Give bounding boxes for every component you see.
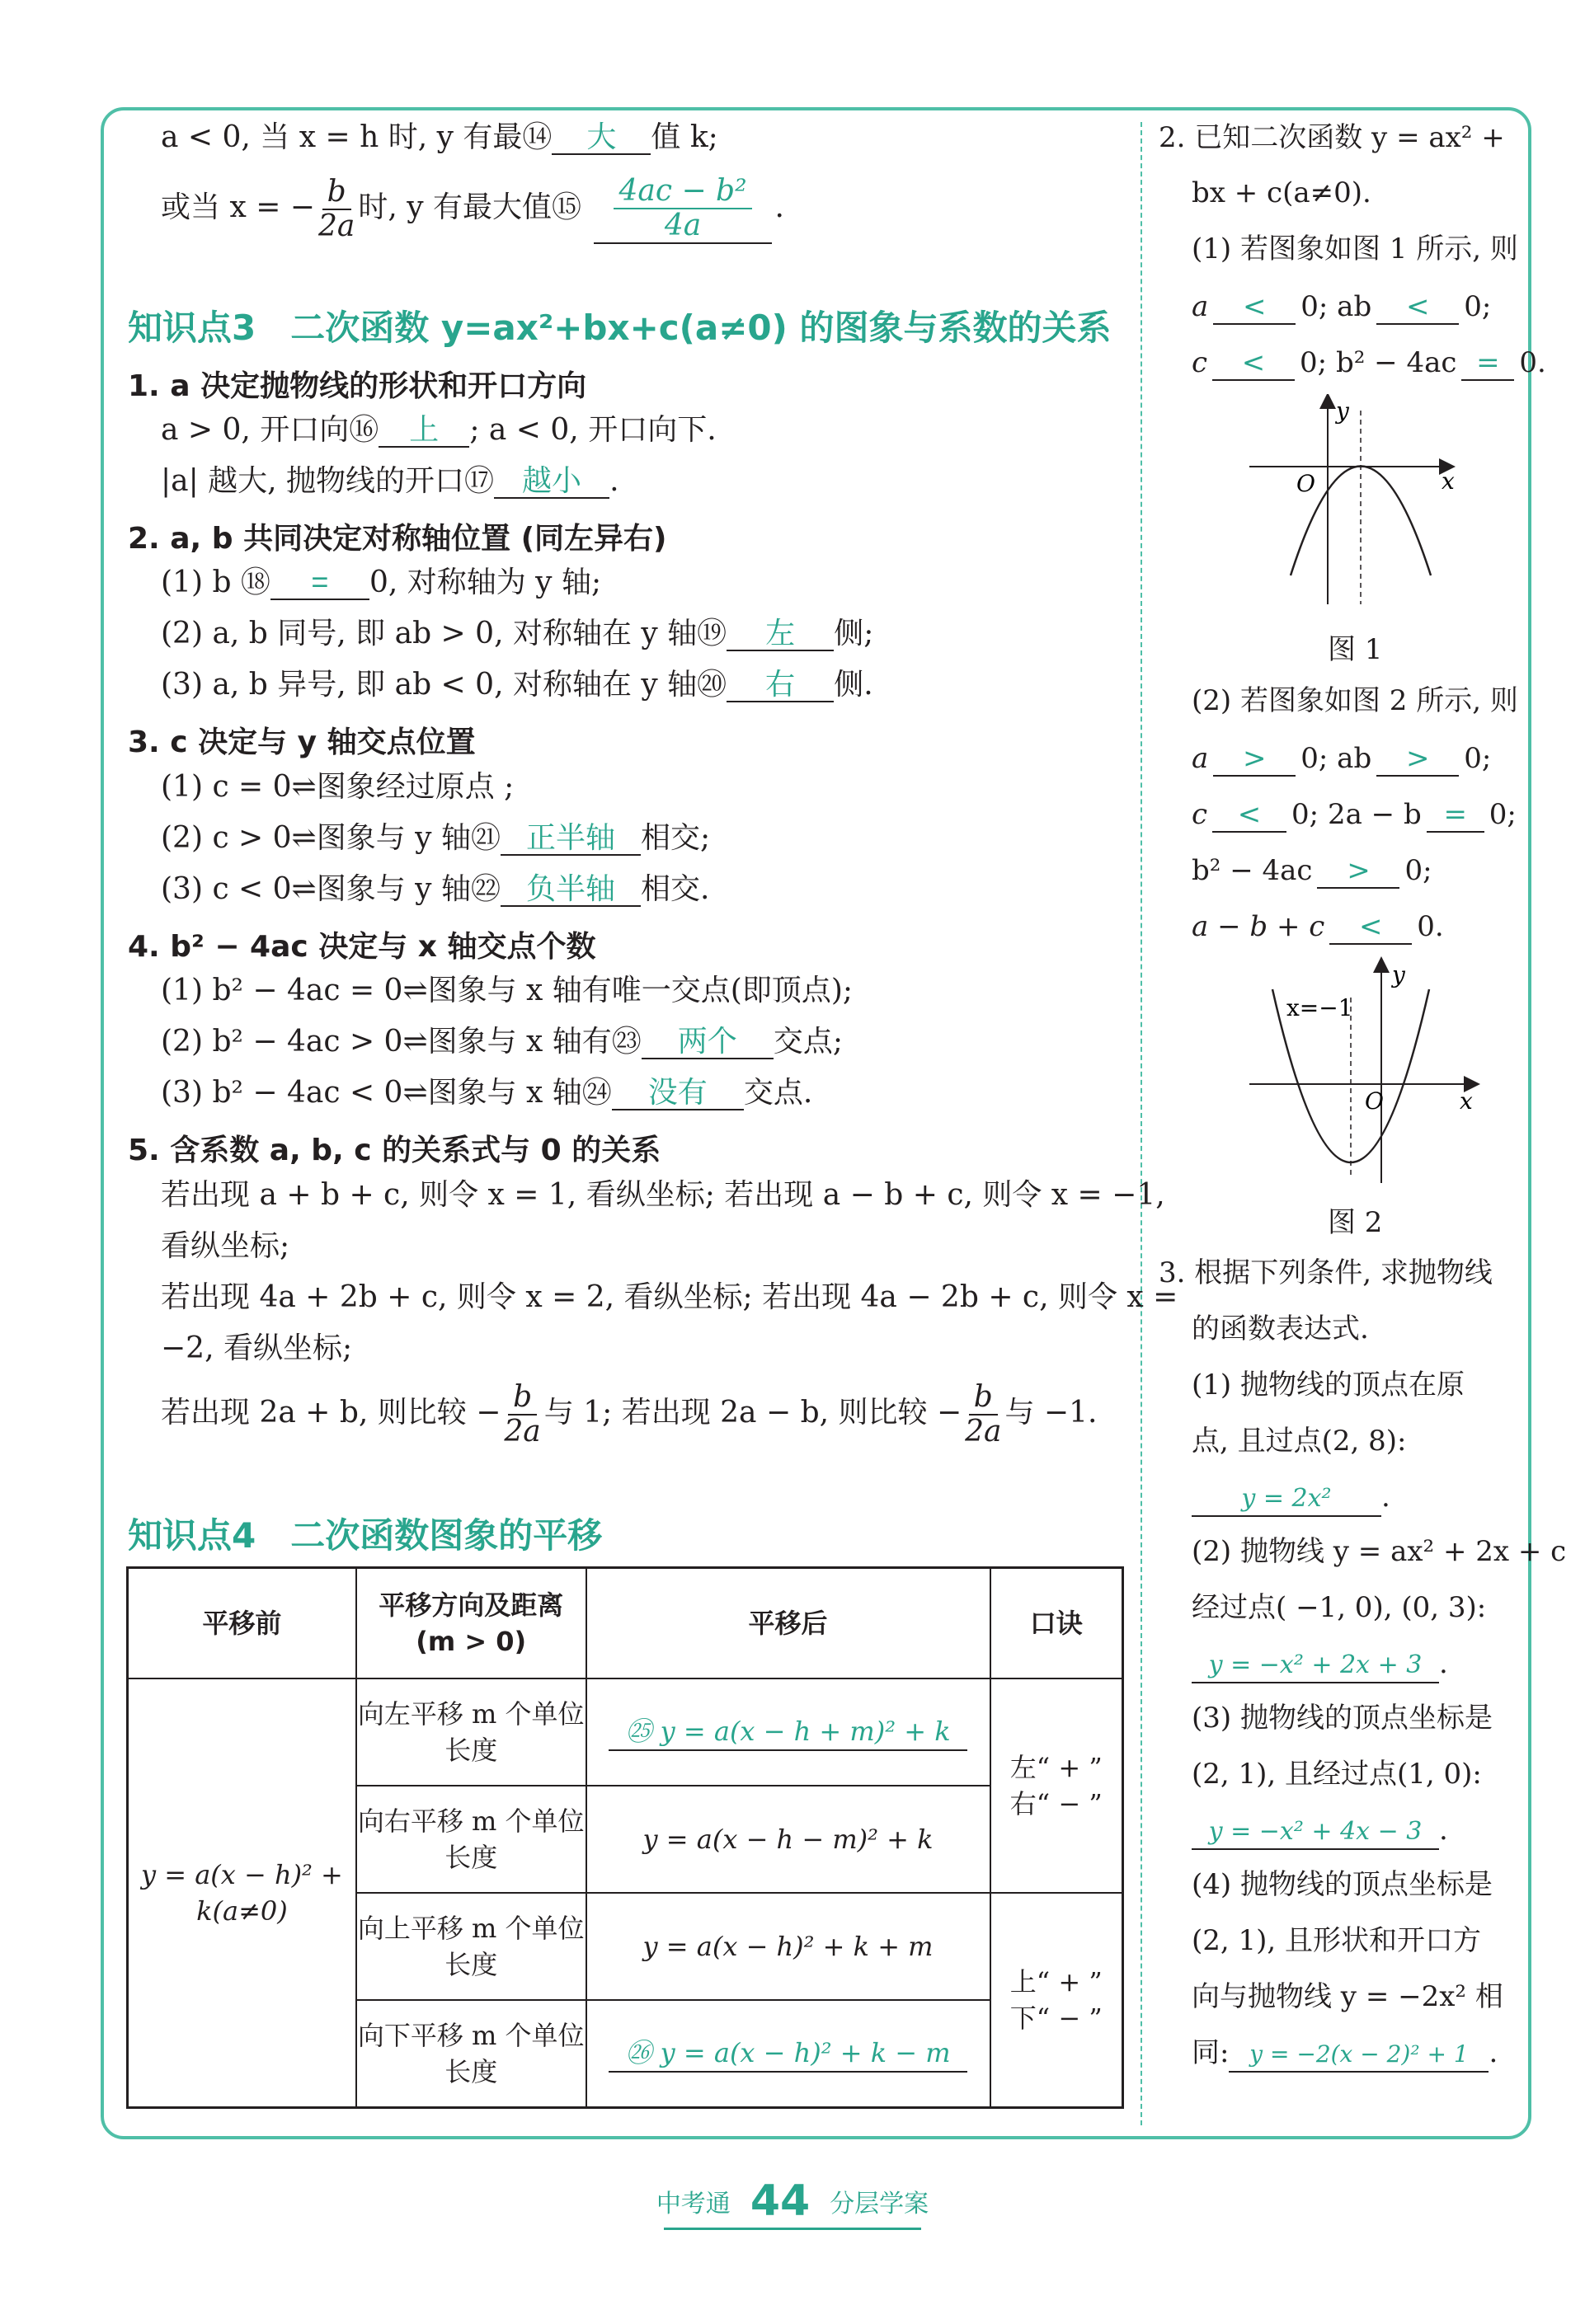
answer-denominator: 4a — [664, 209, 702, 242]
text: . — [609, 464, 619, 498]
line-max-value — [161, 120, 718, 156]
denominator: 2a — [317, 209, 355, 243]
numerator: b — [508, 1381, 537, 1416]
answer-19: 左 — [727, 617, 834, 651]
text: 值 k; — [651, 120, 718, 154]
origin-label: O — [1365, 1087, 1384, 1115]
subhead-2: 2. a, b 共同决定对称轴位置 (同左异右) — [128, 522, 667, 556]
text: 0; — [1404, 854, 1432, 887]
footer-brand: 中考通 — [656, 2190, 731, 2218]
text: 若出现 2a + b, 则比较 − — [161, 1396, 501, 1430]
text: . — [774, 190, 784, 224]
text: 同: — [1192, 2036, 1230, 2069]
cell-rule-horizontal — [990, 1678, 1123, 1893]
text: 侧; — [834, 617, 874, 650]
figure-2-graph — [1237, 956, 1484, 1191]
text: (3) c < 0⇌图象与 y 轴㉒ — [161, 872, 501, 906]
q3-line: (2) 抛物线 y = ax² + 2x + c — [1192, 1535, 1567, 1568]
answer-14: 大 — [552, 120, 651, 155]
text: 或当 x = − — [161, 190, 315, 224]
paragraph-line: −2, 看纵坐标; — [161, 1331, 353, 1365]
text: 0. — [1417, 910, 1444, 943]
symmetry-label: x=−1 — [1286, 994, 1353, 1021]
denominator: 2a — [504, 1415, 541, 1448]
text: a — [1192, 742, 1209, 775]
line — [161, 412, 717, 448]
answer-16: 上 — [379, 413, 469, 448]
q2-line — [1192, 289, 1491, 325]
text: 0. — [1519, 346, 1546, 379]
q3-answer-line: y = −x² + 2x + 3 . — [1192, 1646, 1448, 1683]
cell-direction: 向左平移 m 个单位长度 — [356, 1678, 586, 1786]
denominator: 2a — [965, 1415, 1002, 1448]
text: c — [1192, 798, 1208, 831]
footer-subtitle: 分层学案 — [830, 2190, 929, 2218]
answer-q3-4: y = −2(x − 2)² + 1 — [1229, 2038, 1489, 2073]
text: (2) a, b 同号, 即 ab > 0, 对称轴在 y 轴⑲ — [161, 617, 727, 650]
line — [161, 463, 619, 500]
answer-24: 没有 — [612, 1076, 744, 1110]
rule-right: 右“ − ” — [1009, 1788, 1103, 1819]
answer: < — [1376, 290, 1459, 325]
line — [161, 667, 873, 703]
q2-line — [1192, 796, 1517, 833]
text: 相交; — [640, 821, 711, 855]
text: 交点. — [743, 1076, 813, 1110]
q2-line — [1192, 740, 1491, 777]
text: a − b + c — [1192, 910, 1325, 943]
text: b² − 4ac — [1192, 854, 1313, 887]
q2-line — [1192, 908, 1444, 945]
text: 0; 2a − b — [1291, 798, 1422, 831]
cell-after: y = a(x − h)² + k + m — [586, 1893, 990, 2000]
q3-line: (1) 抛物线的顶点在原 — [1192, 1369, 1465, 1401]
text: (2) c > 0⇌图象与 y 轴㉑ — [161, 821, 501, 855]
text: ; a < 0, 开口向下. — [469, 413, 717, 447]
paragraph-line: 若出现 a + b + c, 则令 x = 1, 看纵坐标; 若出现 a − b + c, 则令 x = −1, — [161, 1178, 1165, 1212]
figure-1-graph — [1237, 394, 1468, 617]
answer-q3-2: y = −x² + 2x + 3 — [1192, 1649, 1439, 1683]
q3-answer-line: 同: y = −2(x − 2)² + 1 . — [1192, 2035, 1498, 2073]
text: 交点; — [773, 1025, 843, 1059]
cell-direction: 向上平移 m 个单位长度 — [356, 1893, 586, 2000]
cell-direction: 向右平移 m 个单位长度 — [356, 1786, 586, 1893]
answer-22: 负半轴 — [501, 872, 641, 907]
header-after: 平移后 — [586, 1568, 990, 1679]
subhead-4: 4. b² − 4ac 决定与 x 轴交点个数 — [128, 930, 596, 964]
text: 时, y 有最大值⑮ — [358, 190, 582, 224]
answer: < — [1212, 798, 1286, 833]
answer-q3-1: y = 2x² — [1192, 1482, 1381, 1517]
line — [161, 565, 601, 601]
footer-rule — [664, 2228, 921, 2230]
answer: = — [1461, 346, 1514, 381]
line-max-value-2 — [161, 175, 784, 244]
figure-2-caption: 图 2 — [1328, 1206, 1383, 1239]
q2-line — [1192, 852, 1432, 889]
q3-line: 3. 根据下列条件, 求抛物线 — [1159, 1256, 1493, 1289]
paragraph-line: 若出现 4a + 2b + c, 则令 x = 2, 看纵坐标; 若出现 4a − 2b + c, 则令 x = — [161, 1280, 1178, 1314]
subhead-5: 5. 含系数 a, b, c 的关系式与 0 的关系 — [128, 1134, 661, 1167]
answer: > — [1213, 742, 1296, 777]
text: (3) b² − 4ac < 0⇌图象与 x 轴㉔ — [161, 1076, 612, 1110]
q3-answer-line: y = 2x² . — [1192, 1479, 1390, 1517]
table-header-row — [128, 1568, 1123, 1679]
text: a > 0, 开口向⑯ — [161, 413, 379, 447]
answer: < — [1213, 290, 1296, 325]
axis-x-label: x — [1460, 1087, 1473, 1115]
q3-line: (2, 1), 且经过点(1, 0): — [1192, 1758, 1482, 1791]
answer-q3-3: y = −x² + 4x − 3 — [1192, 1815, 1439, 1850]
cell-rule-vertical — [990, 1893, 1123, 2107]
text: 0; ab — [1300, 290, 1372, 323]
numerator: b — [322, 176, 351, 210]
text: c — [1192, 346, 1208, 379]
answer: > — [1376, 742, 1459, 777]
answer-25: ㉕ y = a(x − h + m)² + k — [609, 1713, 967, 1751]
cell-before: y = a(x − h)² + k(a≠0) — [128, 1678, 356, 2107]
cell-after: y = a(x − h − m)² + k — [586, 1786, 990, 1893]
text: (2) b² − 4ac > 0⇌图象与 x 轴有㉓ — [161, 1025, 642, 1059]
text: 相交. — [640, 872, 710, 906]
text: 0, 对称轴为 y 轴; — [369, 566, 602, 599]
cell-after-answer-25 — [586, 1678, 990, 1786]
fraction — [504, 1381, 540, 1448]
q3-line: 的函数表达式. — [1192, 1312, 1369, 1345]
rule-down: 下“ − ” — [1009, 2002, 1103, 2034]
table-row — [128, 1678, 1123, 1786]
line — [161, 1075, 812, 1111]
text: (1) b ⑱ — [161, 566, 270, 599]
subhead-1: 1. a 决定抛物线的形状和开口方向 — [128, 369, 587, 403]
answer: = — [1427, 798, 1484, 833]
line — [161, 820, 710, 857]
section-title-kp4: 知识点4 二次函数图象的平移 — [128, 1515, 603, 1556]
answer-23: 两个 — [642, 1025, 774, 1059]
cell-after-answer-26 — [586, 2000, 990, 2107]
line — [161, 1024, 843, 1060]
text: 侧. — [834, 668, 873, 702]
answer-20: 右 — [727, 668, 834, 702]
paragraph-line: 看纵坐标; — [161, 1229, 290, 1263]
paragraph-line-fractions — [161, 1381, 1097, 1448]
axis-y-label: y — [1336, 397, 1349, 425]
line — [161, 871, 709, 908]
column-divider — [1141, 122, 1142, 2125]
answer-18: = — [270, 566, 369, 600]
text: 与 −1. — [1004, 1396, 1098, 1430]
text: 与 1; 若出现 2a − b, 则比较 − — [543, 1396, 962, 1430]
rule-left: 左“ + ” — [1009, 1752, 1103, 1783]
answer-17: 越小 — [494, 464, 609, 499]
section-title-kp3: 知识点3 二次函数 y=ax²+bx+c(a≠0) 的图象与系数的关系 — [128, 308, 1112, 348]
q2-line: (1) 若图象如图 1 所示, 则 — [1192, 232, 1518, 265]
q3-line: (3) 抛物线的顶点坐标是 — [1192, 1702, 1493, 1735]
subhead-3: 3. c 决定与 y 轴交点位置 — [128, 725, 476, 759]
q3-line: 点, 且过点(2, 8): — [1192, 1425, 1407, 1458]
line: (1) c = 0⇌图象经过原点 ; — [161, 770, 515, 804]
page-footer — [0, 2176, 1585, 2226]
text: 0; — [1464, 290, 1492, 323]
q3-line: 经过点( −1, 0), (0, 3): — [1192, 1591, 1487, 1624]
answer-15 — [594, 175, 771, 244]
q3-answer-line: y = −x² + 4x − 3 . — [1192, 1812, 1448, 1850]
answer-numerator: 4ac − b² — [614, 175, 751, 209]
text: |a| 越大, 抛物线的开口⑰ — [161, 464, 495, 498]
answer: < — [1212, 346, 1295, 381]
numerator: b — [969, 1381, 998, 1416]
page-number: 44 — [750, 2176, 811, 2226]
answer: < — [1329, 910, 1412, 945]
line: (1) b² − 4ac = 0⇌图象与 x 轴有唯一交点(即顶点); — [161, 974, 854, 1007]
fraction — [965, 1381, 1001, 1448]
text: 0; ab — [1300, 742, 1372, 775]
text: a — [1192, 290, 1209, 323]
q2-line — [1192, 345, 1546, 381]
text: (3) a, b 异号, 即 ab < 0, 对称轴在 y 轴⑳ — [161, 668, 727, 702]
line — [161, 616, 873, 652]
answer: > — [1317, 854, 1399, 889]
origin-label: O — [1296, 470, 1315, 497]
header-rule: 口诀 — [990, 1568, 1123, 1679]
answer-26: ㉖ y = a(x − h)² + k − m — [609, 2035, 967, 2073]
figure-1-caption: 图 1 — [1328, 633, 1383, 666]
q2-line: 2. 已知二次函数 y = ax² + — [1159, 121, 1505, 154]
header-before: 平移前 — [128, 1568, 356, 1679]
text: 0; — [1464, 742, 1492, 775]
q3-line: (2, 1), 且形状和开口方 — [1192, 1924, 1482, 1957]
q3-line: (4) 抛物线的顶点坐标是 — [1192, 1868, 1493, 1901]
q2-line: bx + c(a≠0). — [1192, 176, 1371, 209]
q2-line: (2) 若图象如图 2 所示, 则 — [1192, 684, 1518, 717]
text: a < 0, 当 x = h 时, y 有最⑭ — [161, 120, 553, 154]
text: 0; b² − 4ac — [1300, 346, 1457, 379]
cell-direction: 向下平移 m 个单位长度 — [356, 2000, 586, 2107]
rule-up: 上“ + ” — [1009, 1965, 1103, 1998]
translation-table — [126, 1566, 1124, 2109]
axis-x-label: x — [1442, 467, 1455, 495]
fraction-b-2a — [318, 176, 355, 243]
q3-line: 向与抛物线 y = −2x² 相 — [1192, 1980, 1503, 2013]
axis-y-label: y — [1392, 961, 1405, 988]
header-direction: 平移方向及距离 (m > 0) — [356, 1568, 586, 1679]
answer-21: 正半轴 — [501, 821, 641, 856]
text: 0; — [1489, 798, 1517, 831]
